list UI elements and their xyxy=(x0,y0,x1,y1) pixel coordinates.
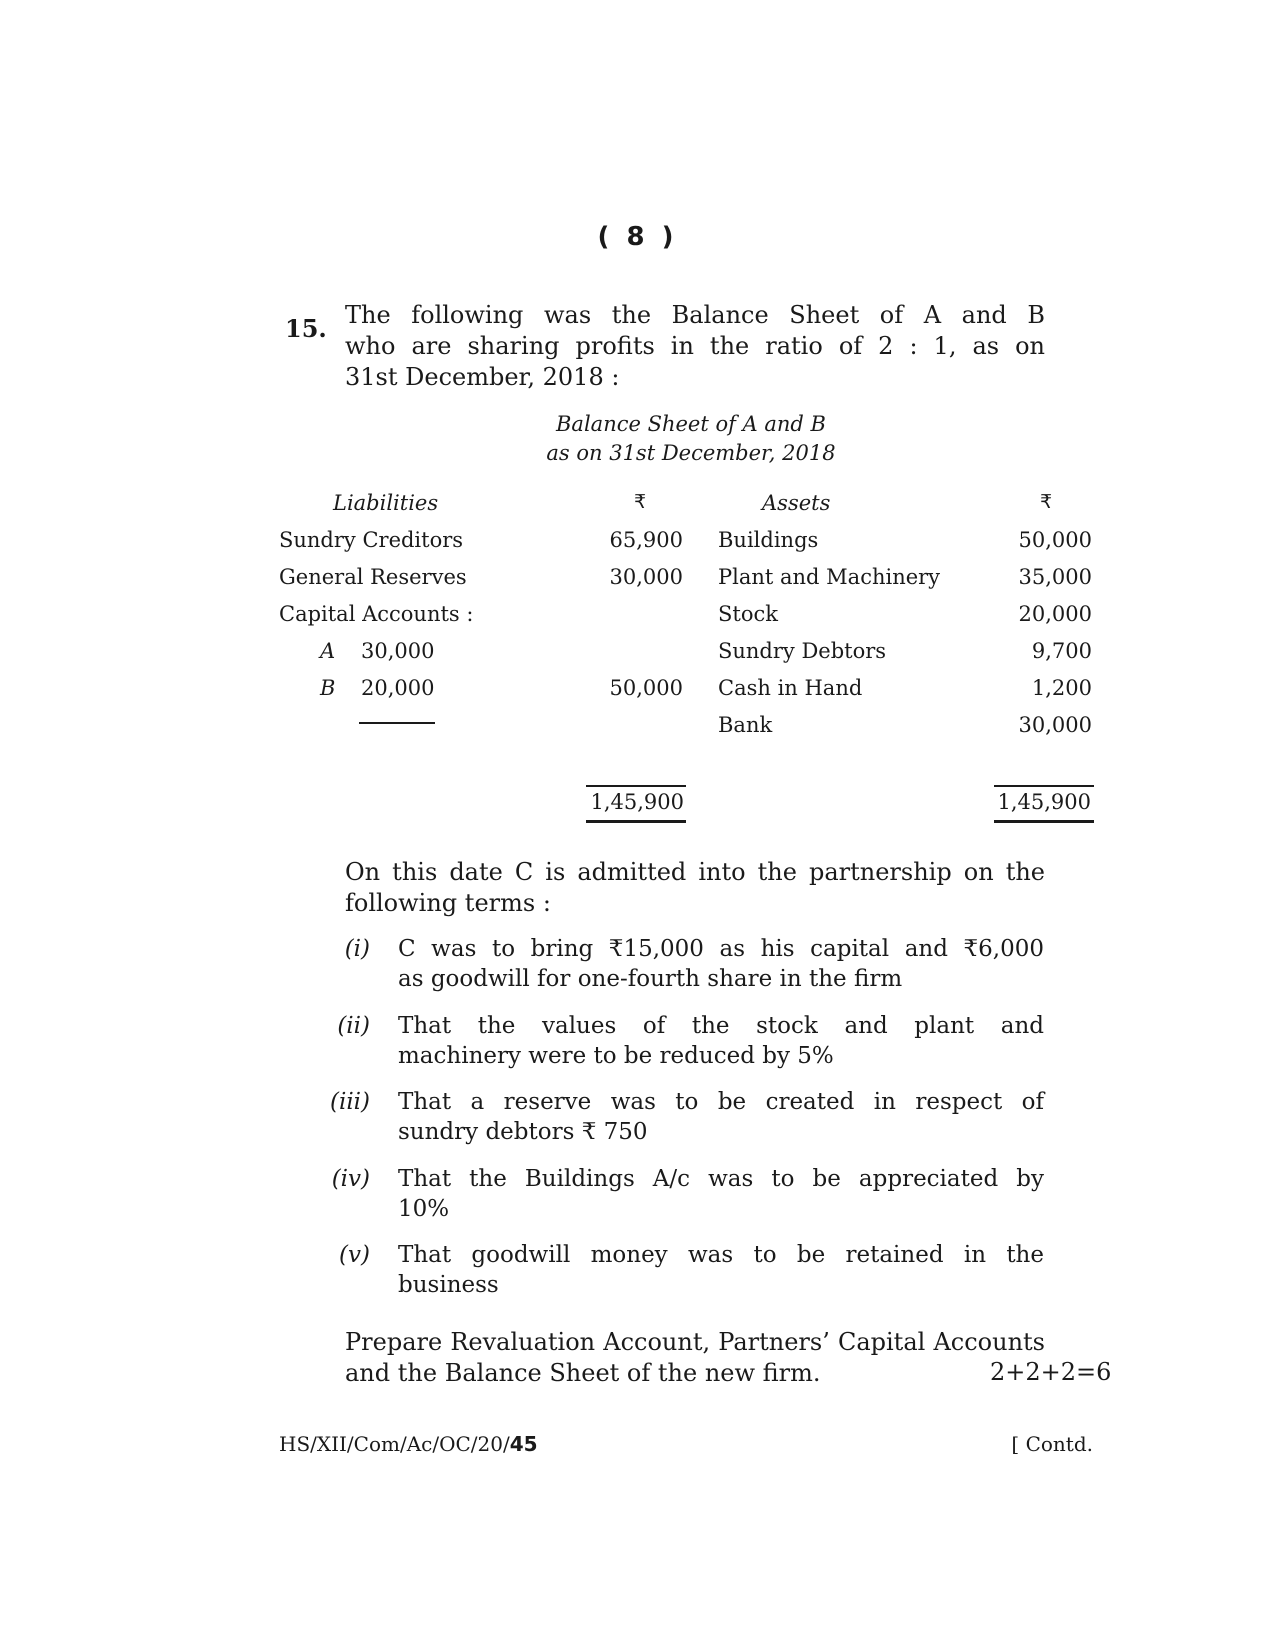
question-number: 15. xyxy=(285,314,327,343)
marks: 2+2+2=6 xyxy=(990,1358,1112,1386)
liabilities-total-bottom-rule xyxy=(586,820,686,823)
term-label: (v) xyxy=(339,1242,370,1268)
instruction xyxy=(345,1327,1045,1389)
asset-amount: 9,700 xyxy=(1031,639,1092,663)
term-line: That the Buildings A/c was to be appreciated by xyxy=(398,1166,1044,1192)
term-text xyxy=(398,1087,1044,1147)
term-line: sundry debtors ₹ 750 xyxy=(398,1119,648,1145)
asset-amount: 1,200 xyxy=(1031,676,1092,700)
asset-label: Bank xyxy=(718,713,773,737)
term-line: as goodwill for one-fourth share in the firm xyxy=(398,966,903,992)
asset-amount: 20,000 xyxy=(1018,602,1092,626)
term-text xyxy=(398,1011,1044,1071)
balance-sheet-title: Balance Sheet of A and B xyxy=(556,412,826,436)
balance-sheet-date: as on 31st December, 2018 xyxy=(546,441,836,465)
assets-total-top-rule xyxy=(994,785,1094,787)
term-text xyxy=(398,1164,1044,1224)
partner-capital: 20,000 xyxy=(361,676,435,700)
admission-intro-line: On this date C is admitted into the partnership on the xyxy=(345,858,1045,886)
term-line: C was to bring ₹15,000 as his capital and ₹6,000 xyxy=(398,936,1044,962)
term-label: (ii) xyxy=(337,1013,370,1039)
liability-amount: 30,000 xyxy=(609,565,683,589)
asset-label: Buildings xyxy=(718,528,819,552)
term-text xyxy=(398,934,1044,994)
paper-code-suffix: 45 xyxy=(509,1432,538,1456)
liabilities-header: Liabilities xyxy=(333,491,439,515)
instruction-line: Prepare Revaluation Account, Partners’ Capital Accounts xyxy=(345,1328,1045,1356)
term-line: That a reserve was to be created in respect of xyxy=(398,1089,1044,1115)
paper-code-prefix: HS/XII/Com/Ac/OC/20/ xyxy=(279,1432,510,1456)
term-label: (iv) xyxy=(331,1166,370,1192)
instruction-line: and the Balance Sheet of the new firm. xyxy=(345,1359,821,1387)
partner-name: A xyxy=(320,639,336,663)
admission-intro xyxy=(345,857,1045,919)
asset-amount: 35,000 xyxy=(1018,565,1092,589)
assets-total: 1,45,900 xyxy=(997,790,1091,814)
page-number: ( 8 ) xyxy=(597,222,678,252)
term-line: That the values of the stock and plant and xyxy=(398,1013,1044,1039)
partner-name: B xyxy=(320,676,336,700)
term-line: machinery were to be reduced by 5% xyxy=(398,1043,834,1069)
assets-header: Assets xyxy=(762,491,831,515)
capital-total: 50,000 xyxy=(609,676,683,700)
partner-capital: 30,000 xyxy=(361,639,435,663)
term-line: 10% xyxy=(398,1196,450,1222)
asset-amount: 50,000 xyxy=(1018,528,1092,552)
asset-label: Stock xyxy=(718,602,778,626)
asset-amount: 30,000 xyxy=(1018,713,1092,737)
asset-label: Sundry Debtors xyxy=(718,639,887,663)
liability-label: Sundry Creditors xyxy=(279,528,464,552)
continued-marker: [ Contd. xyxy=(1011,1432,1093,1456)
question-intro-line: 31st December, 2018 : xyxy=(345,363,620,391)
assets-currency: ₹ xyxy=(1040,491,1053,513)
assets-total-bottom-rule xyxy=(994,820,1094,823)
term-line: business xyxy=(398,1272,499,1298)
asset-label: Plant and Machinery xyxy=(718,565,941,589)
asset-label: Cash in Hand xyxy=(718,676,863,700)
term-label: (iii) xyxy=(329,1089,370,1115)
question-intro-line: The following was the Balance Sheet of A and B xyxy=(345,301,1045,329)
admission-intro-line: following terms : xyxy=(345,889,551,917)
term-text xyxy=(398,1240,1044,1300)
question-intro-line: who are sharing profits in the ratio of 2 : 1, as on xyxy=(345,332,1045,360)
liability-label: General Reserves xyxy=(279,565,467,589)
term-label: (i) xyxy=(344,936,370,962)
term-line: That goodwill money was to be retained in the xyxy=(398,1242,1044,1268)
liability-label: Capital Accounts : xyxy=(279,602,474,626)
partner-subtotal-rule xyxy=(359,722,435,724)
liabilities-currency: ₹ xyxy=(634,491,647,513)
liabilities-total-top-rule xyxy=(586,785,686,787)
question-intro xyxy=(345,300,1045,393)
liability-amount: 65,900 xyxy=(609,528,683,552)
paper-code xyxy=(279,1432,538,1456)
liabilities-total: 1,45,900 xyxy=(590,790,684,814)
